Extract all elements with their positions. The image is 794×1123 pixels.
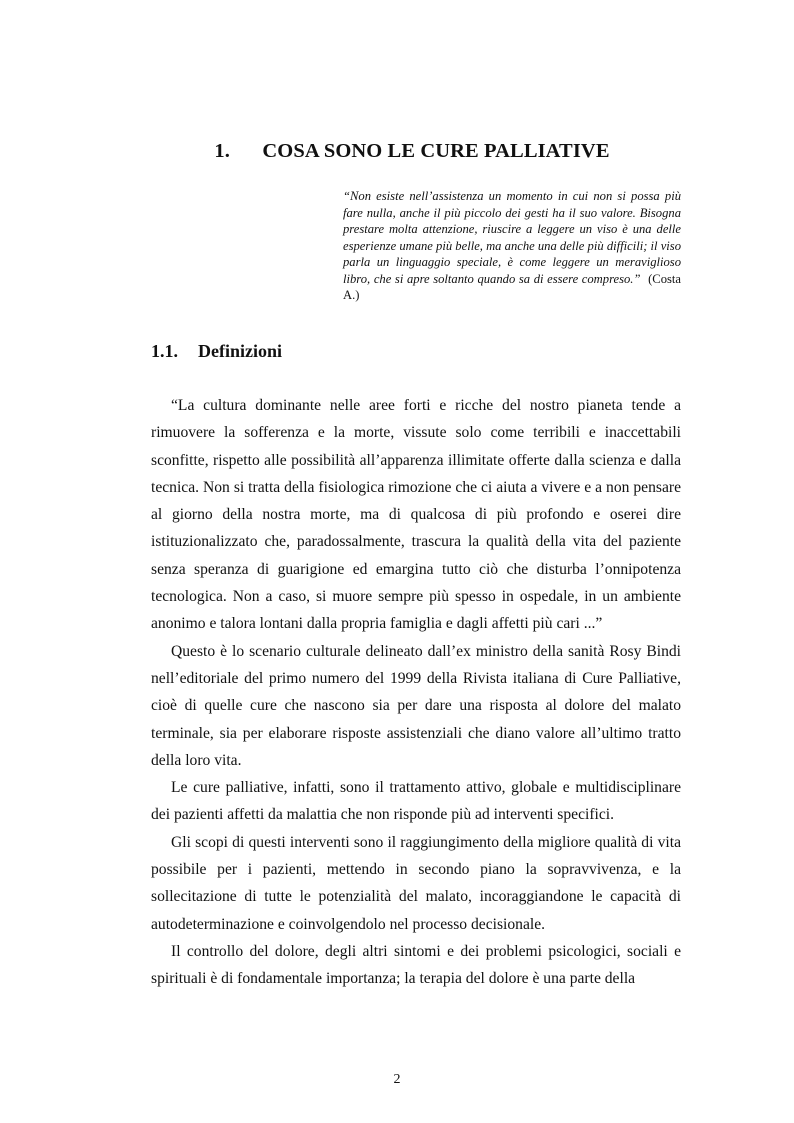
paragraph: Le cure palliative, infatti, sono il trattamento attivo, globale e multidisciplinare dei pazienti affetti da malattia che non risponde più ad interventi specifici. xyxy=(151,779,681,824)
chapter-title xyxy=(0,140,794,163)
page-number: 2 xyxy=(393,1072,401,1087)
paragraph: Gli scopi di questi interventi sono il raggiungimento della migliore qualità di vita possibile per i pazienti, mettendo in secondo piano la sopravvivenza, e la sollecitazione di tutte le potenzialità del malato, incoraggiandone le capacità di autodeterminazione e coinvolgendolo nel processo decisionale. xyxy=(151,833,681,933)
body-text xyxy=(151,392,681,993)
chapter-title-text: COSA SONO LE CURE PALLIATIVE xyxy=(262,140,610,162)
section-number: 1.1. xyxy=(151,341,178,361)
epigraph xyxy=(343,188,681,304)
epigraph-author: (Costa A.) xyxy=(343,271,681,302)
chapter-number: 1. xyxy=(214,140,230,162)
paragraph: “La cultura dominante nelle aree forti e ricche del nostro pianeta tende a rimuovere la sofferenza e la morte, vissute solo come terribili e inaccettabili sconfitte, rispetto alle possibilità all’apparenza illimitate offerte dalla scienza e dalla tecnica. Non si tratta della fisiologica rimozione che ci aiuta a vivere e a non pensare al giorno della nostra morte, ma di qualcosa di più profondo e oserei dire istituzionalizzato che, paradossalmente, trascura la qualità della vita del paziente senza speranza di guarigione ed emargina tutto ciò che disturba l’onnipotenza tecnologica. Non a caso, si muore sempre più spesso in ospedale, in un ambiente anonimo e talora lontani dalla propria famiglia e dagli affetti più cari ...” xyxy=(151,397,681,633)
epigraph-quote: “Non esiste nell’assistenza un momento in cui non si possa più fare nulla, anche il più piccolo dei gesti ha il suo valore. Bisogna prestare molta attenzione, riuscire a leggere un viso è una delle esperienze umane più belle, ma anche una delle più difficili; il viso parla un linguaggio speciale, è come leggere un meraviglioso libro, che si apre soltanto quando sa di essere compreso.” xyxy=(343,189,681,286)
paragraph: Il controllo del dolore, degli altri sintomi e dei problemi psicologici, sociali e spirituali è di fondamentale importanza; la terapia del dolore è una parte della xyxy=(151,942,681,988)
paragraph: Questo è lo scenario culturale delineato dall’ex ministro della sanità Rosy Bindi nell’editoriale del primo numero del 1999 della Rivista italiana di Cure Palliative, cioè di quelle cure che nascono sia per dare una risposta al dolore del malato terminale, sia per elaborare risposte assistenziali che diano valore all’ultimo tratto della loro vita. xyxy=(151,642,681,769)
section-title-text: Definizioni xyxy=(198,341,282,361)
section-title xyxy=(151,341,282,362)
